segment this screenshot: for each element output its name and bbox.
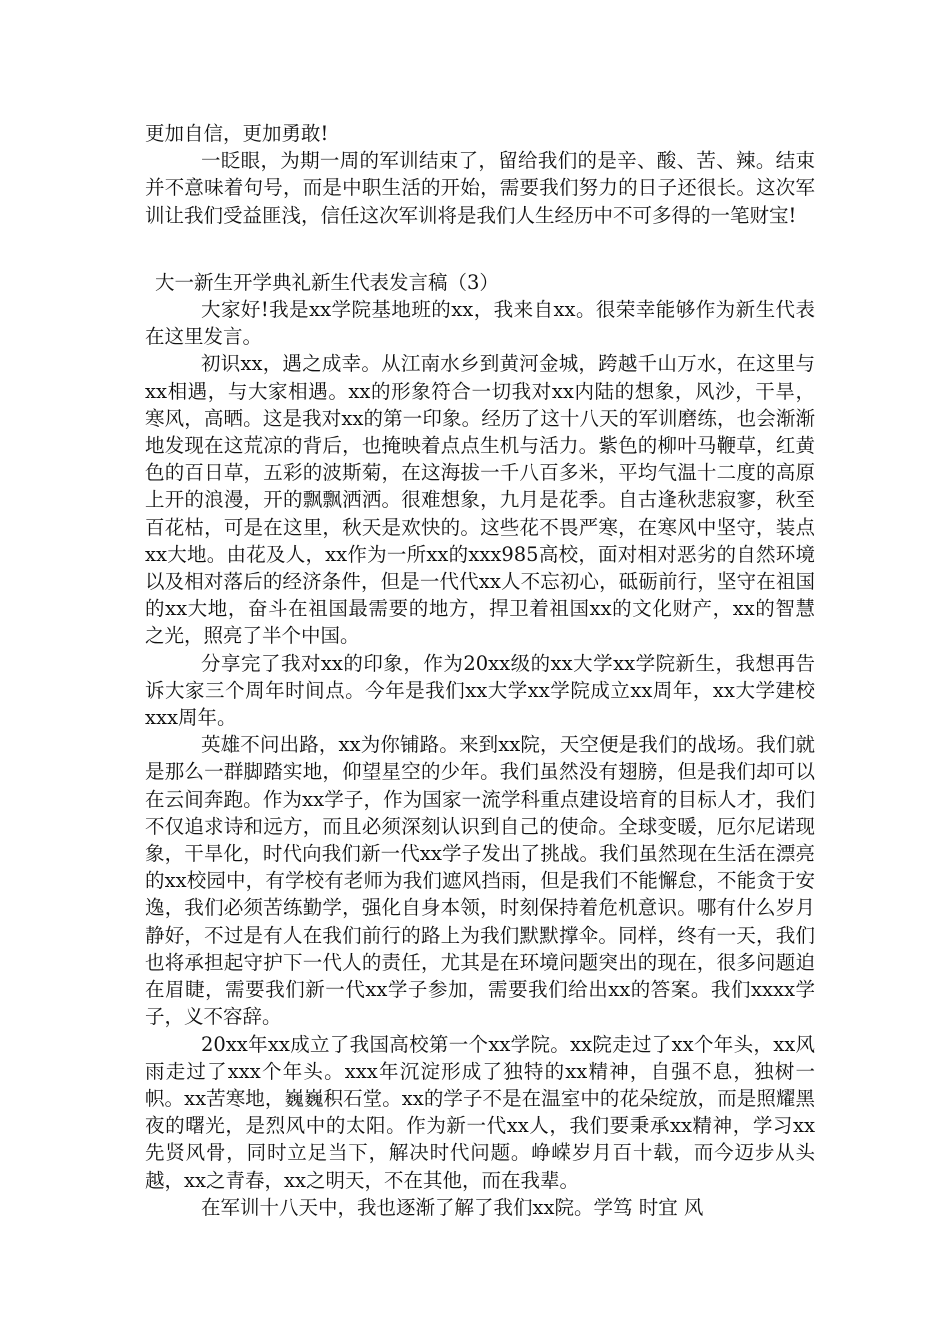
paragraph-anniversaries: 分享完了我对xx的印象，作为20xx级的xx大学xx学院新生，我想再告诉大家三个周年时间点。今年是我们xx大学xx学院成立xx周年，xx大学建校xxx周年。 — [145, 651, 815, 730]
paragraph-training-days: 在军训十八天中，我也逐渐了解了我们xx院。学笃 时宜 风 — [201, 1195, 704, 1219]
paragraph-first-impression: 初识xx，遇之成幸。从江南水乡到黄河金城，跨越千山万水，在这里与xx相遇，与大家相遇。xx的形象符合一切我对xx内陆的想象，风沙，干旱，寒风，高晒。这是我对xx的第一印象。经历了这十八天的军训磨练，也会渐渐地发现在这荒凉的背后，也掩映着点点生机与活力。紫色的柳叶马鞭草，红黄色的百日草，五彩的波斯菊，在这海拔一千八百多米，平均气温十二度的高原上开的浪漫，开的飘飘洒洒。很难想象，九月是花季。自古逢秋悲寂寥，秋至百花枯，可是在这里，秋天是欢快的。这些花不畏严寒，在寒风中坚守，装点xx大地。由花及人，xx作为一所xx的xxx985高校，面对相对恶劣的自然环境以及相对落后的经济条件，但是一代代xx人不忘初心，砥砺前行，坚守在祖国的xx大地，奋斗在祖国最需要的地方，捍卫着祖国xx的文化财产，xx的智慧之光，照亮了半个中国。 — [145, 352, 815, 648]
paragraph-history: 20xx年xx成立了我国高校第一个xx学院。xx院走过了xx个年头，xx风雨走过了xxx个年头。xxx年沉淀形成了独特的xx精神，自强不息，独树一帜。xx苦寒地，巍巍积石堂。xx的学子不是在温室中的花朵绽放，而是照耀黑夜的曙光，是烈风中的太阳。作为新一代xx人，我们要秉承xx精神，学习xx先贤风骨，同时立足当下，解决时代问题。峥嵘岁月百十载，而今迈步从头越，xx之青春，xx之明天，不在其他，而在我辈。 — [145, 1032, 815, 1192]
paragraph-military-training: 一眨眼，为期一周的军训结束了，留给我们的是辛、酸、苦、辣。结束并不意味着句号，而是中职生活的开始，需要我们努力的日子还很长。这次军训让我们受益匪浅，信任这次军训将是我们人生经历中不可多得的一笔财宝! — [145, 149, 815, 227]
paragraph-opening: 更加自信，更加勇敢! — [145, 122, 329, 145]
paragraph-greeting: 大家好!我是xx学院基地班的xx，我来自xx。很荣幸能够作为新生代表在这里发言。 — [145, 298, 815, 349]
blank-line — [145, 229, 815, 256]
document-body — [145, 120, 815, 1221]
paragraph-heroes: 英雄不问出路，xx为你铺路。来到xx院，天空便是我们的战场。我们就是那么一群脚踏实地，仰望星空的少年。我们虽然没有翅膀，但是我们却可以在云间奔跑。作为xx学子，作为国家一流学科重点建设培育的目标人才，我们不仅追求诗和远方，而且必须深刻认识到自己的使命。全球变暖，厄尔尼诺现象，干旱化，时代向我们新一代xx学子发出了挑战。我们虽然现在生活在漂亮的xx校园中，有学校有老师为我们遮风挡雨，但是我们不能懈怠，不能贪于安逸，我们必须苦练勤学，强化自身本领，时刻保持着危机意识。哪有什么岁月静好，不过是有人在我们前行的路上为我们默默撑伞。同样，终有一天，我们也将承担起守护下一代人的责任，尤其是在环境问题突出的现在，很多问题迫在眉睫，需要我们新一代xx学子参加，需要我们给出xx的答案。我们xxxx学子，义不容辞。 — [145, 733, 815, 1029]
section-title: 大一新生开学典礼新生代表发言稿（3） — [155, 270, 499, 294]
